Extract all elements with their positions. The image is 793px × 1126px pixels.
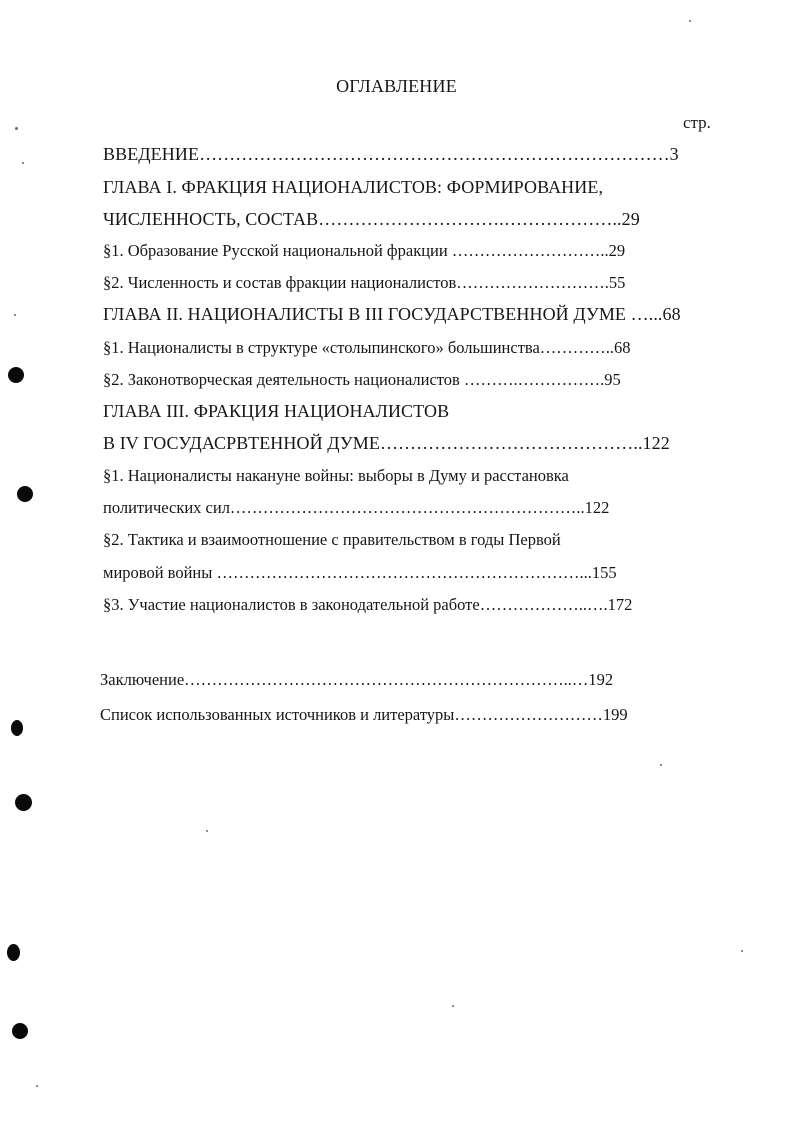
binder-hole-mark: [11, 720, 23, 736]
binder-hole-mark: [12, 1023, 28, 1039]
scan-speck: [36, 1085, 38, 1087]
binder-hole-mark: [8, 367, 24, 383]
toc-entry-ch2-section-2: §2. Законотворческая деятельность националистов ……….…………….95: [103, 370, 621, 389]
toc-entry-ch3-section-1-line-1: §1. Националисты накануне войны: выборы в Думу и расстановка: [103, 466, 569, 485]
toc-entry-ch3-section-2-line-2: мировой войны …………………………………………………………...155: [103, 563, 617, 582]
toc-entry-ch3-section-1-line-2: политических сил………………………………………………………..122: [103, 498, 610, 517]
toc-entry-intro: ВВЕДЕНИЕ……………………………………………………………………3: [103, 144, 679, 164]
toc-entry-chapter-3-line-1: ГЛАВА III. ФРАКЦИЯ НАЦИОНАЛИСТОВ: [103, 401, 450, 421]
scan-speck: [452, 1005, 454, 1007]
scan-speck: [741, 950, 743, 952]
binder-hole-mark: [17, 486, 33, 502]
toc-entry-ch3-section-2-line-1: §2. Тактика и взаимоотношение с правительством в годы Первой: [103, 530, 561, 549]
binder-hole-mark: [7, 944, 20, 961]
toc-entry-chapter-2: ГЛАВА II. НАЦИОНАЛИСТЫ В III ГОСУДАРСТВЕННОЙ ДУМЕ …...68: [103, 304, 681, 324]
scan-speck: [206, 830, 208, 832]
page-column-label: стр.: [683, 113, 711, 132]
toc-entry-ch1-section-2: §2. Численность и состав фракции националистов……………………….55: [103, 273, 626, 292]
scan-speck: [689, 20, 691, 22]
toc-entry-ch1-section-1: §1. Образование Русской национальной фракции ………………………..29: [103, 241, 626, 260]
scan-speck: [660, 764, 662, 766]
binder-hole-mark: [15, 794, 32, 811]
toc-entry-ch3-section-3: §3. Участие националистов в законодательной работе………………..….172: [103, 595, 633, 614]
toc-heading: ОГЛАВЛЕНИЕ: [336, 76, 457, 96]
toc-entry-ch2-section-1: §1. Националисты в структуре «столыпинского» большинства…………..68: [103, 338, 631, 357]
toc-entry-sources: Список использованных источников и литературы………………………199: [100, 705, 628, 724]
toc-entry-chapter-1-line-1: ГЛАВА I. ФРАКЦИЯ НАЦИОНАЛИСТОВ: ФОРМИРОВАНИЕ,: [103, 177, 604, 197]
scan-speck: [22, 162, 24, 164]
toc-entry-chapter-3-line-2: В IV ГОСУДАСРВТЕННОЙ ДУМЕ……………………………………..122: [103, 433, 670, 453]
toc-entry-chapter-1-line-2: ЧИСЛЕННОСТЬ, СОСТАВ………………………….………………..29: [103, 209, 640, 229]
toc-entry-conclusion: Заключение……………………………………………………………..…192: [100, 670, 614, 689]
scan-speck: [15, 127, 18, 130]
scan-speck: [14, 314, 16, 316]
